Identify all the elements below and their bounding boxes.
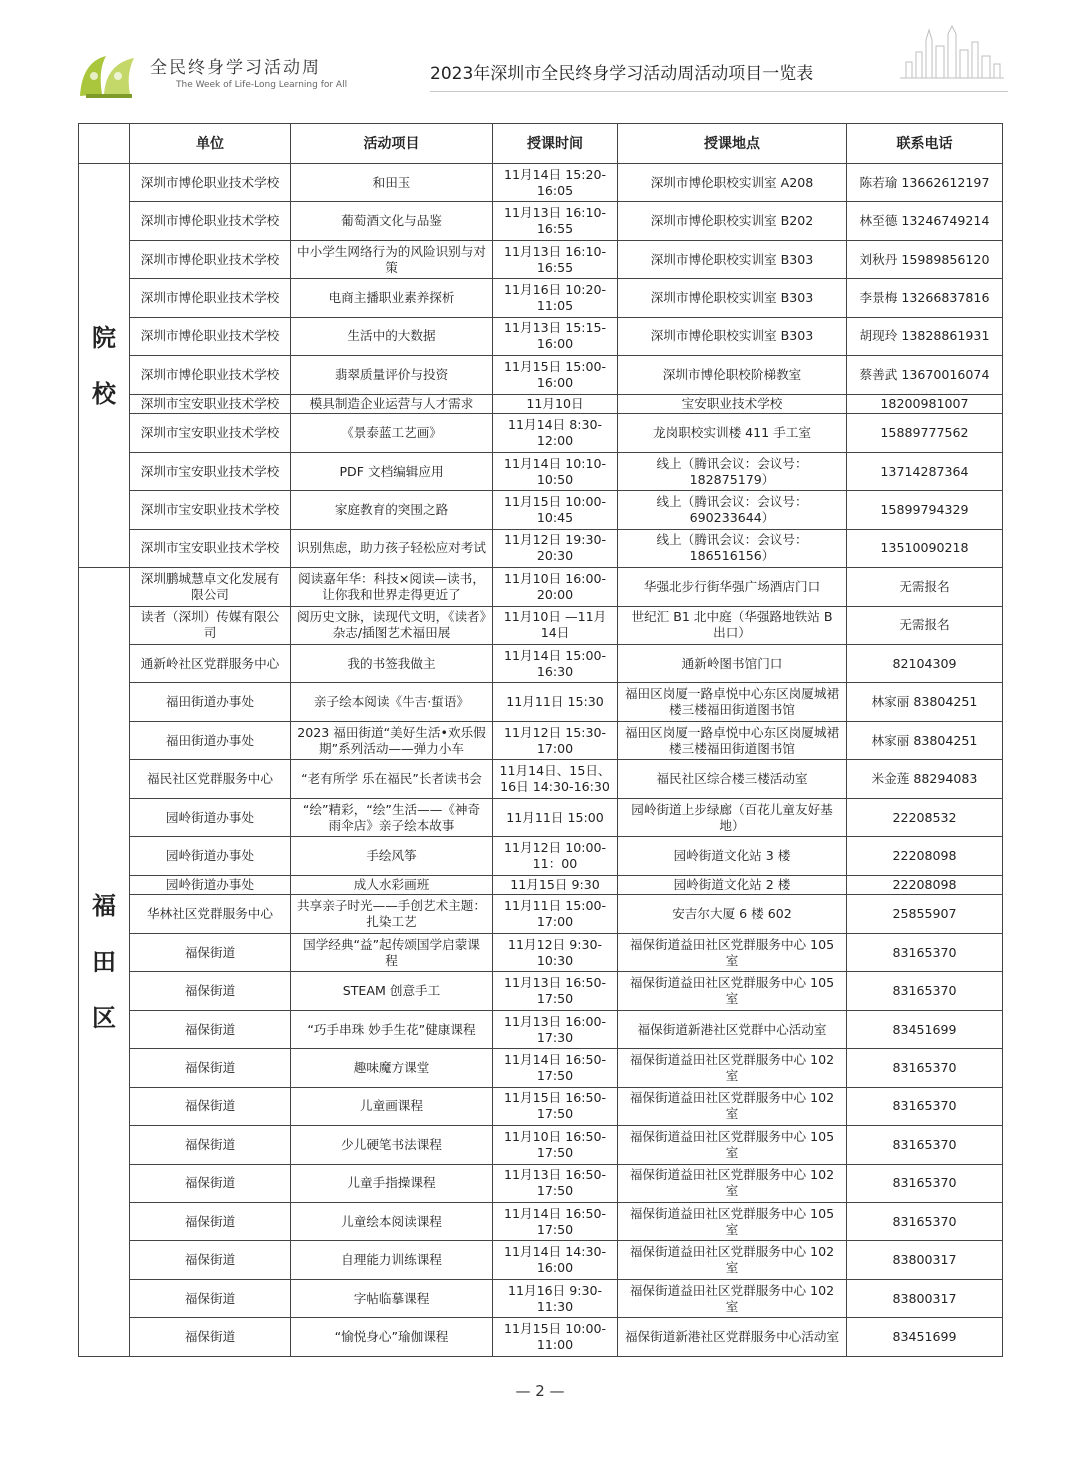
phone-cell: 22208098 — [847, 837, 1003, 875]
place-cell: 福田区岗厦一路卓悦中心东区岗厦城裙楼三楼福田街道图书馆 — [618, 683, 847, 721]
activity-cell: 儿童画课程 — [291, 1087, 493, 1125]
table-row — [79, 164, 1003, 202]
time-cell: 11月10日 —11月14日 — [493, 606, 618, 644]
place-cell: 华强北步行街华强广场酒店门口 — [618, 568, 847, 606]
phone-cell: 22208532 — [847, 798, 1003, 836]
phone-cell: 83165370 — [847, 1202, 1003, 1240]
unit-cell: 园岭街道办事处 — [130, 798, 291, 836]
time-cell: 11月11日 15:30 — [493, 683, 618, 721]
logo-icon — [76, 50, 140, 102]
activity-cell: 和田玉 — [291, 164, 493, 202]
phone-cell: 米金莲 88294083 — [847, 760, 1003, 798]
time-cell: 11月14日 14:30-16:00 — [493, 1241, 618, 1279]
table-row — [79, 356, 1003, 394]
time-cell: 11月15日 9:30 — [493, 875, 618, 895]
activity-cell: “绘”精彩，“绘”生活——《神奇雨伞店》亲子绘本故事 — [291, 798, 493, 836]
table-row — [79, 760, 1003, 798]
place-cell: 世纪汇 B1 北中庭（华强路地铁站 B 出口） — [618, 606, 847, 644]
header-region-cell — [79, 124, 130, 164]
activity-cell: “愉悦身心”瑜伽课程 — [291, 1318, 493, 1357]
unit-cell: 华林社区党群服务中心 — [130, 895, 291, 933]
phone-cell: 83165370 — [847, 1087, 1003, 1125]
activity-cell: 葡萄酒文化与品鉴 — [291, 202, 493, 240]
unit-cell: 深圳市宝安职业技术学校 — [130, 452, 291, 490]
time-cell: 11月11日 15:00-17:00 — [493, 895, 618, 933]
unit-cell: 福田街道办事处 — [130, 683, 291, 721]
phone-cell: 13510090218 — [847, 529, 1003, 567]
unit-cell: 深圳市博伦职业技术学校 — [130, 279, 291, 317]
place-cell: 通新岭图书馆门口 — [618, 645, 847, 683]
table-row — [79, 1010, 1003, 1048]
place-cell: 宝安职业技术学校 — [618, 394, 847, 414]
activity-cell: 《景泰蓝工艺画》 — [291, 414, 493, 452]
table-header-row — [79, 124, 1003, 164]
table-row — [79, 202, 1003, 240]
table-row — [79, 452, 1003, 490]
activity-cell: “老有所学 乐在福民”长者读书会 — [291, 760, 493, 798]
activity-cell: STEAM 创意手工 — [291, 972, 493, 1010]
phone-cell: 陈若瑜 13662612197 — [847, 164, 1003, 202]
unit-cell: 深圳鹏城慧卓文化发展有限公司 — [130, 568, 291, 606]
time-cell: 11月13日 16:00-17:30 — [493, 1010, 618, 1048]
unit-cell: 通新岭社区党群服务中心 — [130, 645, 291, 683]
time-cell: 11月14日 8:30- 12:00 — [493, 414, 618, 452]
activity-cell: PDF 文档编辑应用 — [291, 452, 493, 490]
activity-cell: 翡翠质量评价与投资 — [291, 356, 493, 394]
table-row — [79, 837, 1003, 875]
column-header: 联系电话 — [847, 124, 1003, 164]
place-cell: 福田区岗厦一路卓悦中心东区岗厦城裙楼三楼福田街道图书馆 — [618, 721, 847, 759]
unit-cell: 福保街道 — [130, 1241, 291, 1279]
unit-cell: 福保街道 — [130, 972, 291, 1010]
phone-cell: 83800317 — [847, 1279, 1003, 1317]
unit-cell: 深圳市博伦职业技术学校 — [130, 240, 291, 278]
place-cell: 园岭街道上步绿廊（百花儿童友好基地） — [618, 798, 847, 836]
table-row — [79, 1279, 1003, 1317]
activity-table — [78, 123, 1003, 1357]
phone-cell: 83165370 — [847, 1126, 1003, 1164]
table-row — [79, 414, 1003, 452]
unit-cell: 福保街道 — [130, 1164, 291, 1202]
time-cell: 11月12日 9:30-10:30 — [493, 933, 618, 971]
page-number: — 2 — — [515, 1382, 565, 1400]
activity-cell: 中小学生网络行为的风险识别与对策 — [291, 240, 493, 278]
time-cell: 11月15日 15:00-16:00 — [493, 356, 618, 394]
place-cell: 园岭街道文化站 2 楼 — [618, 875, 847, 895]
activity-cell: 阅历史文脉，读现代文明，《读者》杂志/插图艺术福田展 — [291, 606, 493, 644]
table-row — [79, 529, 1003, 567]
phone-cell: 18200981007 — [847, 394, 1003, 414]
activity-cell: 字帖临摹课程 — [291, 1279, 493, 1317]
column-header: 授课时间 — [493, 124, 618, 164]
unit-cell: 园岭街道办事处 — [130, 837, 291, 875]
unit-cell: 深圳市博伦职业技术学校 — [130, 356, 291, 394]
phone-cell: 83800317 — [847, 1241, 1003, 1279]
activity-cell: 电商主播职业素养探析 — [291, 279, 493, 317]
phone-cell: 22208098 — [847, 875, 1003, 895]
time-cell: 11月15日 10:00-11:00 — [493, 1318, 618, 1357]
time-cell: 11月13日 15:15-16:00 — [493, 317, 618, 355]
time-cell: 11月15日 16:50-17:50 — [493, 1087, 618, 1125]
activity-cell: 阅读嘉年华：科技×阅读—读书，让你我和世界走得更近了 — [291, 568, 493, 606]
phone-cell: 83451699 — [847, 1318, 1003, 1357]
time-cell: 11月10日 16:00-20:00 — [493, 568, 618, 606]
unit-cell: 福保街道 — [130, 1318, 291, 1357]
column-header: 单位 — [130, 124, 291, 164]
table-row — [79, 279, 1003, 317]
phone-cell: 林家丽 83804251 — [847, 721, 1003, 759]
place-cell: 线上（腾讯会议：会议号：186516156） — [618, 529, 847, 567]
activity-cell: 成人水彩画班 — [291, 875, 493, 895]
table-row — [79, 721, 1003, 759]
table-row — [79, 491, 1003, 529]
table-row — [79, 240, 1003, 278]
unit-cell: 福保街道 — [130, 1279, 291, 1317]
table-row — [79, 1241, 1003, 1279]
time-cell: 11月13日 16:10-16:55 — [493, 240, 618, 278]
table-row — [79, 1126, 1003, 1164]
table-row — [79, 972, 1003, 1010]
place-cell: 福保街道新港社区党群中心活动室 — [618, 1010, 847, 1048]
place-cell: 福民社区综合楼三楼活动室 — [618, 760, 847, 798]
place-cell: 福保街道益田社区党群服务中心 105 室 — [618, 933, 847, 971]
table-row — [79, 875, 1003, 895]
phone-cell: 无需报名 — [847, 606, 1003, 644]
unit-cell: 福保街道 — [130, 933, 291, 971]
time-cell: 11月14日 10:10-10:50 — [493, 452, 618, 490]
phone-cell: 15889777562 — [847, 414, 1003, 452]
activity-cell: 识别焦虑，助力孩子轻松应对考试 — [291, 529, 493, 567]
time-cell: 11月10日 — [493, 394, 618, 414]
table-row — [79, 798, 1003, 836]
place-cell: 福保街道益田社区党群服务中心 102 室 — [618, 1279, 847, 1317]
place-cell: 深圳市博伦职校实训室 A208 — [618, 164, 847, 202]
activity-cell: 我的书签我做主 — [291, 645, 493, 683]
time-cell: 11月16日 10:20-11:05 — [493, 279, 618, 317]
unit-cell: 福保街道 — [130, 1049, 291, 1087]
table-row — [79, 933, 1003, 971]
place-cell: 线上（腾讯会议：会议号：182875179） — [618, 452, 847, 490]
time-cell: 11月12日 10:00-11：00 — [493, 837, 618, 875]
activity-cell: 手绘风筝 — [291, 837, 493, 875]
table-row — [79, 1049, 1003, 1087]
time-cell: 11月16日 9:30-11:30 — [493, 1279, 618, 1317]
activity-cell: “巧手串珠 妙手生花”健康课程 — [291, 1010, 493, 1048]
unit-cell: 深圳市宝安职业技术学校 — [130, 394, 291, 414]
region-label — [79, 164, 130, 568]
place-cell: 福保街道益田社区党群服务中心 102 室 — [618, 1049, 847, 1087]
phone-cell: 林家丽 83804251 — [847, 683, 1003, 721]
phone-cell: 83165370 — [847, 1049, 1003, 1087]
table-row — [79, 394, 1003, 414]
phone-cell: 李景梅 13266837816 — [847, 279, 1003, 317]
activity-cell: 2023 福田街道“美好生活•欢乐假期”系列活动——弹力小车 — [291, 721, 493, 759]
place-cell: 深圳市博伦职校实训室 B303 — [618, 240, 847, 278]
place-cell: 龙岗职校实训楼 411 手工室 — [618, 414, 847, 452]
time-cell: 11月13日 16:10-16:55 — [493, 202, 618, 240]
city-skyline-icon — [898, 22, 1006, 80]
time-cell: 11月14日 15:20-16:05 — [493, 164, 618, 202]
unit-cell: 深圳市宝安职业技术学校 — [130, 529, 291, 567]
unit-cell: 福保街道 — [130, 1202, 291, 1240]
time-cell: 11月14日 16:50-17:50 — [493, 1049, 618, 1087]
activity-cell: 家庭教育的突围之路 — [291, 491, 493, 529]
phone-cell: 83165370 — [847, 933, 1003, 971]
region-label — [79, 568, 130, 1357]
time-cell: 11月14日、15日、16日 14:30-16:30 — [493, 760, 618, 798]
place-cell: 深圳市博伦职校阶梯教室 — [618, 356, 847, 394]
place-cell: 福保街道益田社区党群服务中心 102 室 — [618, 1241, 847, 1279]
phone-cell: 13714287364 — [847, 452, 1003, 490]
table-row — [79, 606, 1003, 644]
phone-cell: 25855907 — [847, 895, 1003, 933]
region-text: 福田区 — [92, 892, 116, 1033]
page-title: 2023年深圳市全民终身学习活动周活动项目一览表 — [430, 64, 814, 84]
column-header: 活动项目 — [291, 124, 493, 164]
time-cell: 11月15日 10:00-10:45 — [493, 491, 618, 529]
page-header — [0, 0, 1080, 110]
table-row — [79, 568, 1003, 606]
time-cell: 11月13日 16:50-17:50 — [493, 1164, 618, 1202]
place-cell: 福保街道新港社区党群服务中心活动室 — [618, 1318, 847, 1357]
place-cell: 线上（腾讯会议：会议号：690233644） — [618, 491, 847, 529]
activity-cell: 自理能力训练课程 — [291, 1241, 493, 1279]
region-text: 院校 — [92, 323, 116, 408]
unit-cell: 深圳市宝安职业技术学校 — [130, 491, 291, 529]
phone-cell: 82104309 — [847, 645, 1003, 683]
time-cell: 11月12日 15:30-17:00 — [493, 721, 618, 759]
activity-cell: 儿童绘本阅读课程 — [291, 1202, 493, 1240]
unit-cell: 读者（深圳）传媒有限公司 — [130, 606, 291, 644]
phone-cell: 83165370 — [847, 1164, 1003, 1202]
phone-cell: 刘秋丹 15989856120 — [847, 240, 1003, 278]
activity-cell: 国学经典“益”起传颂国学启蒙课程 — [291, 933, 493, 971]
unit-cell: 深圳市博伦职业技术学校 — [130, 317, 291, 355]
unit-cell: 深圳市宝安职业技术学校 — [130, 414, 291, 452]
activity-cell: 儿童手指操课程 — [291, 1164, 493, 1202]
activity-cell: 趣味魔方课堂 — [291, 1049, 493, 1087]
unit-cell: 园岭街道办事处 — [130, 875, 291, 895]
brand-subtitle: The Week of Life-Long Learning for All — [176, 80, 348, 90]
activity-cell: 共享亲子时光——手创艺术主题：扎染工艺 — [291, 895, 493, 933]
place-cell: 福保街道益田社区党群服务中心 105 室 — [618, 1126, 847, 1164]
brand-name: 全民终身学习活动周 — [150, 58, 321, 78]
activity-cell: 生活中的大数据 — [291, 317, 493, 355]
place-cell: 福保街道益田社区党群服务中心 102 室 — [618, 1087, 847, 1125]
table-row — [79, 1318, 1003, 1357]
table-row — [79, 683, 1003, 721]
table-row — [79, 895, 1003, 933]
time-cell: 11月11日 15:00 — [493, 798, 618, 836]
time-cell: 11月14日 16:50-17:50 — [493, 1202, 618, 1240]
table-row — [79, 1164, 1003, 1202]
unit-cell: 深圳市博伦职业技术学校 — [130, 202, 291, 240]
activity-cell: 少儿硬笔书法课程 — [291, 1126, 493, 1164]
unit-cell: 深圳市博伦职业技术学校 — [130, 164, 291, 202]
place-cell: 园岭街道文化站 3 楼 — [618, 837, 847, 875]
unit-cell: 福保街道 — [130, 1126, 291, 1164]
table-row — [79, 317, 1003, 355]
phone-cell: 蔡善武 13670016074 — [847, 356, 1003, 394]
phone-cell: 83451699 — [847, 1010, 1003, 1048]
table-row — [79, 645, 1003, 683]
unit-cell: 福民社区党群服务中心 — [130, 760, 291, 798]
place-cell: 安吉尔大厦 6 楼 602 — [618, 895, 847, 933]
header-divider — [430, 91, 1008, 92]
table-body — [79, 164, 1003, 1357]
place-cell: 深圳市博伦职校实训室 B303 — [618, 317, 847, 355]
unit-cell: 福田街道办事处 — [130, 721, 291, 759]
phone-cell: 林至德 13246749214 — [847, 202, 1003, 240]
column-header: 授课地点 — [618, 124, 847, 164]
place-cell: 福保街道益田社区党群服务中心 105 室 — [618, 972, 847, 1010]
unit-cell: 福保街道 — [130, 1087, 291, 1125]
activity-cell: 模具制造企业运营与人才需求 — [291, 394, 493, 414]
table-row — [79, 1087, 1003, 1125]
phone-cell: 83165370 — [847, 972, 1003, 1010]
activity-cell: 亲子绘本阅读《牛吉·蜇语》 — [291, 683, 493, 721]
place-cell: 福保街道益田社区党群服务中心 102 室 — [618, 1164, 847, 1202]
time-cell: 11月10日 16:50-17:50 — [493, 1126, 618, 1164]
place-cell: 深圳市博伦职校实训室 B303 — [618, 279, 847, 317]
place-cell: 深圳市博伦职校实训室 B202 — [618, 202, 847, 240]
table-row — [79, 1202, 1003, 1240]
phone-cell: 无需报名 — [847, 568, 1003, 606]
place-cell: 福保街道益田社区党群服务中心 105 室 — [618, 1202, 847, 1240]
time-cell: 11月12日 19:30-20:30 — [493, 529, 618, 567]
time-cell: 11月14日 15:00-16:30 — [493, 645, 618, 683]
time-cell: 11月13日 16:50-17:50 — [493, 972, 618, 1010]
unit-cell: 福保街道 — [130, 1010, 291, 1048]
phone-cell: 15899794329 — [847, 491, 1003, 529]
phone-cell: 胡现玲 13828861931 — [847, 317, 1003, 355]
